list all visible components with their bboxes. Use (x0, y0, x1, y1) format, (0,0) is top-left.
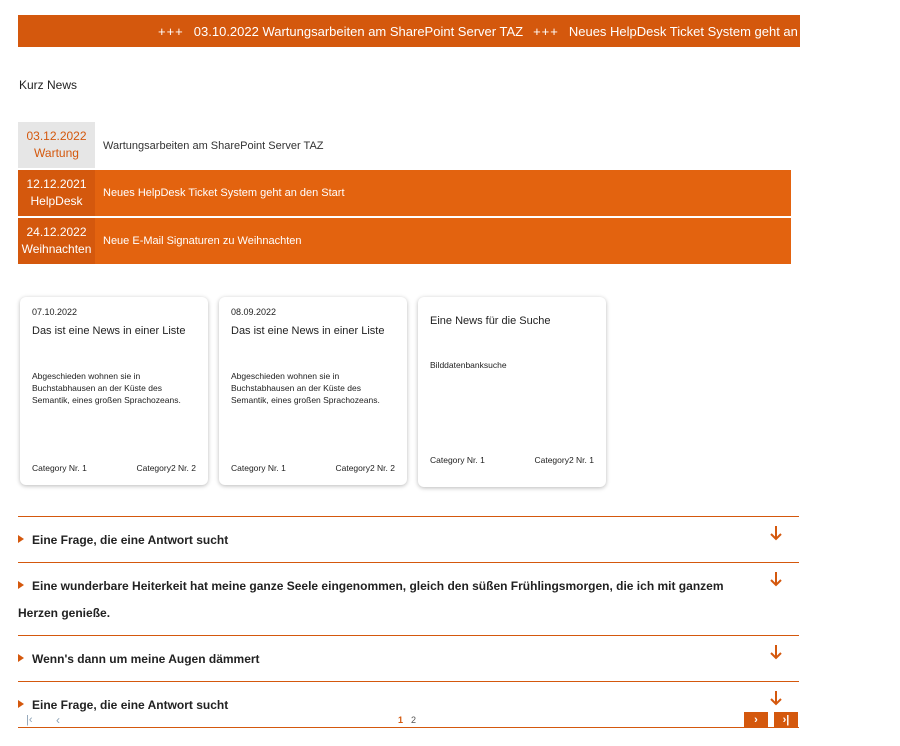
news-card-category: Category2 Nr. 2 (335, 463, 395, 473)
news-card-search[interactable] (418, 297, 606, 487)
short-news-item[interactable] (18, 170, 791, 216)
news-card-category: Category2 Nr. 2 (136, 463, 196, 473)
short-news-item[interactable] (18, 218, 791, 264)
short-news-date: 03.12.2022 (26, 129, 87, 143)
news-card-category: Category Nr. 1 (231, 463, 286, 473)
faq-question: Eine Frage, die eine Antwort sucht (32, 533, 229, 547)
news-card-category: Category Nr. 1 (430, 455, 485, 465)
news-card[interactable] (20, 297, 208, 485)
faq-question: Eine wunderbare Heiterkeit hat meine ganze Seele eingenommen, gleich den süßen Frühlingsmorgen, die ich mit ganzem Herzen genieße. (18, 579, 724, 620)
page-numbers (398, 715, 416, 725)
ticker-item[interactable]: 03.10.2022 Wartungsarbeiten am SharePoint Server TAZ (193, 23, 524, 39)
short-news-date-box (18, 170, 95, 216)
faq-item[interactable] (18, 516, 799, 562)
ticker-track (18, 24, 900, 39)
news-card-date: 08.09.2022 (231, 307, 277, 317)
prev-page-icon[interactable]: ‹ (56, 713, 60, 727)
news-card-category: Category2 Nr. 1 (534, 455, 594, 465)
next-page-icon[interactable]: › (744, 712, 768, 728)
faq-question: Eine Frage, die eine Antwort sucht (32, 698, 229, 712)
short-news-title: Kurz News (19, 78, 78, 92)
caret-right-icon (18, 654, 24, 662)
faq-item[interactable] (18, 562, 799, 635)
short-news-date: 12.12.2021 (26, 177, 87, 191)
short-news-list (18, 122, 791, 266)
news-card-categories (231, 463, 395, 473)
news-card-categories (430, 455, 594, 465)
short-news-text[interactable]: Neue E-Mail Signaturen zu Weihnachten (103, 235, 302, 247)
short-news-category: Wartung (34, 146, 79, 160)
last-page-icon[interactable]: ›| (774, 712, 798, 728)
ticker-separator: +++ (533, 23, 559, 39)
faq-accordion (18, 516, 799, 728)
short-news-category: HelpDesk (30, 194, 83, 208)
short-news-item[interactable] (18, 122, 791, 168)
caret-right-icon (18, 700, 24, 708)
news-card-text: Abgeschieden wohnen sie in Buchstabhausen an der Küste des Semantik, eines großen Sprachozeans. (231, 371, 380, 405)
ticker-item[interactable]: Neues HelpDesk Ticket System geht an den Start (568, 23, 855, 39)
short-news-text[interactable]: Neues HelpDesk Ticket System geht an den Start (103, 187, 345, 199)
news-ticker[interactable] (18, 15, 891, 47)
short-news-date: 24.12.2022 (26, 225, 87, 239)
arrow-down-icon[interactable] (769, 524, 783, 542)
faq-item[interactable] (18, 635, 799, 681)
news-card-categories (32, 463, 196, 473)
news-card-date: 07.10.2022 (32, 307, 78, 317)
news-card-title[interactable]: Das ist eine News in einer Liste (32, 325, 186, 337)
page-number[interactable]: 2 (411, 715, 417, 725)
short-news-date-box (18, 122, 95, 168)
news-card-text: Abgeschieden wohnen sie in Buchstabhausen an der Küste des Semantik, eines großen Sprachozeans. (32, 371, 181, 405)
pagination (18, 712, 799, 730)
faq-question: Wenn's dann um meine Augen dämmert (32, 652, 260, 666)
arrow-down-icon[interactable] (769, 689, 783, 707)
short-news-category: Weihnachten (21, 242, 92, 256)
ticker-separator: +++ (158, 23, 184, 39)
short-news-text[interactable]: Wartungsarbeiten am SharePoint Server TAZ (95, 122, 791, 168)
news-card[interactable] (219, 297, 407, 485)
ticker-separator: +++ (864, 23, 891, 39)
news-card-category: Category Nr. 1 (32, 463, 87, 473)
page-number[interactable]: 1 (398, 715, 404, 725)
short-news-date-box (18, 218, 95, 264)
news-card-title[interactable]: Eine News für die Suche (430, 315, 551, 327)
news-cards (20, 297, 617, 487)
news-card-title[interactable]: Das ist eine News in einer Liste (231, 325, 385, 337)
caret-right-icon (18, 535, 24, 543)
news-card-text: Bilddatenbanksuche (430, 360, 507, 370)
arrow-down-icon[interactable] (769, 570, 783, 588)
caret-right-icon (18, 581, 24, 589)
first-page-icon[interactable]: |‹ (26, 714, 33, 726)
arrow-down-icon[interactable] (769, 643, 783, 661)
